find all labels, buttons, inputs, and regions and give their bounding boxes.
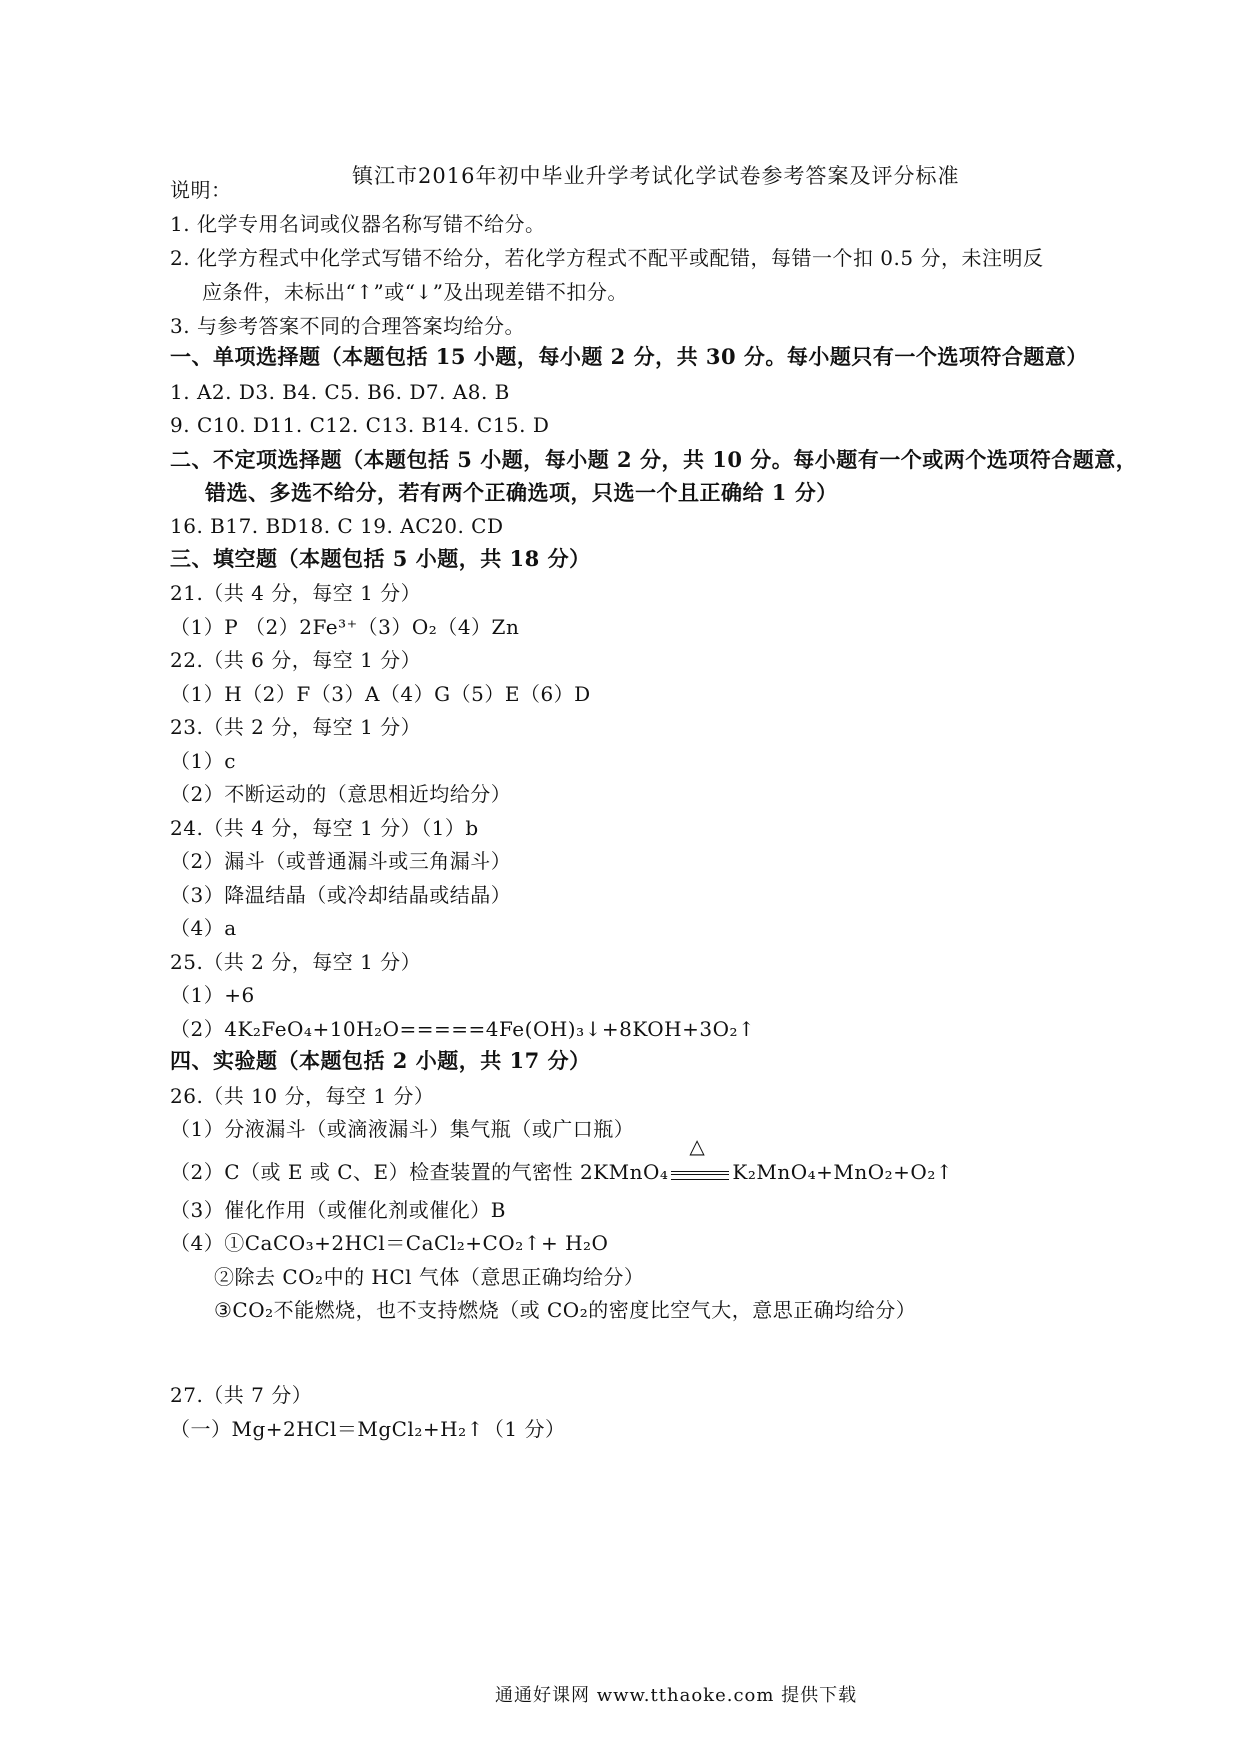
section-1-answers-a: 1. A2. D3. B4. C5. B6. D7. A8. B [170,380,510,404]
q27-header: 27.（共 7 分） [170,1383,313,1407]
note-2: 2. 化学方程式中化学式写错不给分，若化学方程式不配平或配错，每错一个扣 0.5 分，未注明反 [170,246,1044,270]
q24-answer-4: （4）a [170,916,237,940]
heating-equals-sign [671,1134,729,1186]
q23-answer-2: （2）不断运动的（意思相近均给分） [170,782,512,806]
q26-answer-4: （4）①CaCO₃+2HCl＝CaCl₂+CO₂↑+ H₂O [170,1231,609,1255]
section-1-answers-b: 9. C10. D11. C12. C13. B14. C15. D [170,413,550,437]
section-2-heading: 二、不定项选择题（本题包括 5 小题，每小题 2 分，共 10 分。每小题有一个或两个选项符合题意， [170,447,1138,472]
q26-answer-2 [170,1134,954,1186]
note-3: 3. 与参考答案不同的合理答案均给分。 [170,314,525,338]
q25-header: 25.（共 2 分，每空 1 分） [170,950,422,974]
q27-answer-1: （一）Mg+2HCl＝MgCl₂+H₂↑（1 分） [170,1417,566,1441]
q24-answer-3: （3）降温结晶（或冷却结晶或结晶） [170,883,512,907]
q26-answer-4-2: ②除去 CO₂中的 HCl 气体（意思正确均给分） [214,1265,645,1289]
q21-header: 21.（共 4 分，每空 1 分） [170,581,422,605]
q26-answer-1: （1）分液漏斗（或滴液漏斗）集气瓶（或广口瓶） [170,1117,635,1141]
heat-condition-icon: △ [689,1134,706,1158]
q25-answer-2: （2）4K₂FeO₄+10H₂O=====4Fe(OH)₃↓+8KOH+3O₂↑ [170,1017,756,1041]
q26-header: 26.（共 10 分，每空 1 分） [170,1084,435,1108]
q26-answer-2-right: K₂MnO₄+MnO₂+O₂↑ [732,1160,954,1184]
q21-answers: （1）P （2）2Fe³⁺（3）O₂（4）Zn [170,615,520,639]
q26-answer-2-left: （2）C（或 E 或 C、E）检查装置的气密性 2KMnO₄ [170,1160,669,1184]
q23-header: 23.（共 2 分，每空 1 分） [170,715,422,739]
q25-answer-1: （1）+6 [170,983,255,1007]
section-1-heading: 一、单项选择题（本题包括 15 小题，每小题 2 分，共 30 分。每小题只有一个选项符合题意） [170,344,1088,369]
section-2-answers: 16. B17. BD18. C 19. AC20. CD [170,514,504,538]
section-2-heading-cont: 错选、多选不给分，若有两个正确选项，只选一个且正确给 1 分） [205,480,838,505]
notes-heading: 说明： [170,178,232,202]
section-3-heading: 三、填空题（本题包括 5 小题，共 18 分） [170,546,591,571]
q24-answer-2: （2）漏斗（或普通漏斗或三角漏斗） [170,849,512,873]
q26-answer-3: （3）催化作用（或催化剂或催化）B [170,1198,506,1222]
q22-header: 22.（共 6 分，每空 1 分） [170,648,422,672]
q24-header: 24.（共 4 分，每空 1 分）（1）b [170,816,479,840]
section-4-heading: 四、实验题（本题包括 2 小题，共 17 分） [170,1048,591,1073]
note-1: 1. 化学专用名词或仪器名称写错不给分。 [170,212,546,236]
q22-answers: （1）H（2）F（3）A（4）G（5）E（6）D [170,682,591,706]
footer-source: 通通好课网 www.tthaoke.com 提供下载 [495,1685,858,1706]
note-2-cont: 应条件，未标出“↑”或“↓”及出现差错不扣分。 [202,280,628,304]
q23-answer-1: （1）c [170,749,236,773]
q26-answer-4-3: ③CO₂不能燃烧，也不支持燃烧（或 CO₂的密度比空气大，意思正确均给分） [214,1298,917,1322]
page-title: 镇江市2016年初中毕业升学考试化学试卷参考答案及评分标准 [352,164,960,188]
